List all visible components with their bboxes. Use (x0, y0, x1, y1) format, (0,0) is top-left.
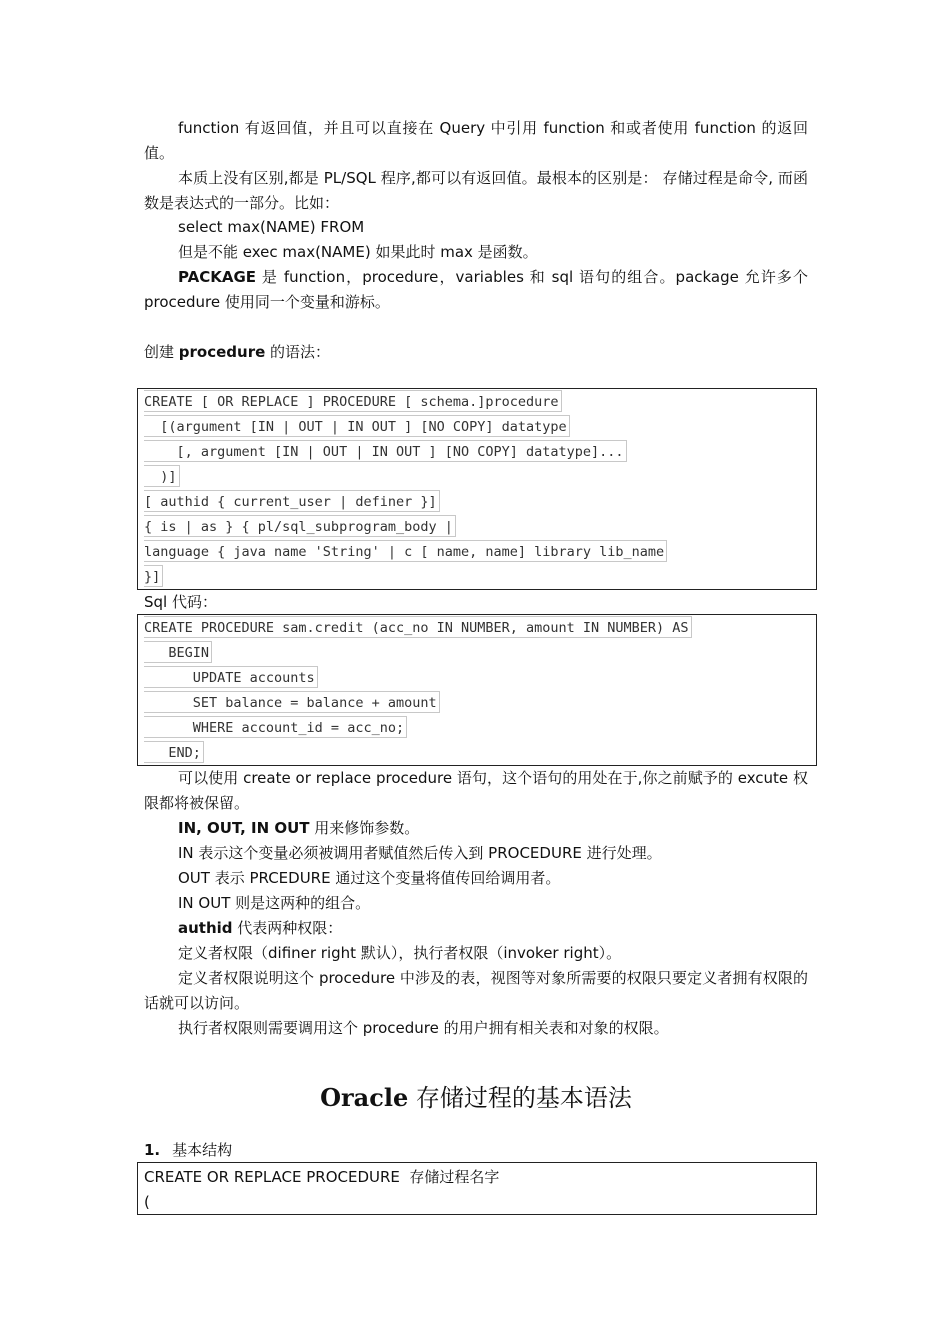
syntax-line: language { java name 'String' | c [ name, name] library lib_name (144, 540, 667, 562)
syntax-line: [(argument [IN | OUT | IN OUT ] [NO COPY] datatype (144, 415, 570, 437)
paragraph-create-syntax-intro (144, 340, 808, 365)
syntax-line: [, argument [IN | OUT | IN OUT ] [NO COPY] datatype]... (144, 440, 627, 462)
syntax-line: [ authid { current_user | definer }] (144, 490, 440, 512)
subheading-basic-structure (144, 1138, 232, 1163)
package-description: 是 function，procedure，variables 和 sql 语句的组合。package 允许多个 procedure 使用同一个变量和游标。 (144, 268, 808, 311)
paragraph-create-or-replace: 可以使用 create or replace procedure 语句，这个语句的用处在于,你之前赋予的 excute 权限都将被保留。 (144, 769, 808, 812)
basic-line: CREATE OR REPLACE PROCEDURE 存储过程名字 (144, 1168, 500, 1186)
paragraph-authid (144, 916, 808, 941)
intro-suffix: 的语法： (265, 343, 331, 361)
paragraph-select-example: select max(NAME) FROM (178, 218, 365, 236)
subheading-number: 1. (144, 1141, 161, 1159)
sql-line: UPDATE accounts (144, 666, 318, 688)
paragraph-out: OUT 表示 PRCEDURE 通过这个变量将值传回给调用者。 (178, 869, 561, 887)
procedure-syntax-codebox (137, 388, 817, 590)
sql-line: WHERE account_id = acc_no; (144, 716, 407, 738)
paragraph-function-return: function 有返回值，并且可以直接在 Query 中引用 function 和或者使用 function 的返回值。 (144, 119, 808, 162)
paragraph-invoker-rights: 执行者权限则需要调用这个 procedure 的用户拥有相关表和对象的权限。 (178, 1019, 669, 1037)
authid-description: 代表两种权限： (232, 919, 343, 937)
syntax-line: )] (144, 465, 180, 487)
paragraph-package (144, 265, 808, 315)
heading-oracle: Oracle (320, 1083, 409, 1112)
sql-example-codebox (137, 614, 817, 766)
syntax-line: }] (144, 565, 163, 587)
section-heading (144, 1080, 808, 1116)
paragraph-definer-rights: 定义者权限说明这个 procedure 中涉及的表，视图等对象所需要的权限只要定义者拥有权限的话就可以访问。 (144, 969, 808, 1012)
intro-prefix: 创建 (144, 343, 179, 361)
syntax-line: { is | as } { pl/sql_subprogram_body | (144, 515, 456, 537)
syntax-line: CREATE [ OR REPLACE ] PROCEDURE [ schema.]procedure (144, 390, 562, 412)
sql-line: END; (144, 741, 204, 763)
in-out-description: 用来修饰参数。 (309, 819, 420, 837)
paragraph-in-out-combo: IN OUT 则是这两种的组合。 (178, 894, 371, 912)
heading-title: 存储过程的基本语法 (408, 1084, 632, 1112)
sql-code-label: Sql 代码： (144, 593, 217, 611)
paragraph-rights: 定义者权限（difiner right 默认），执行者权限（invoker right）。 (178, 944, 622, 962)
sql-line: SET balance = balance + amount (144, 691, 440, 713)
basic-structure-codebox (137, 1162, 817, 1215)
subheading-title: 基本结构 (172, 1141, 233, 1159)
package-keyword: PACKAGE (178, 268, 257, 286)
paragraph-exec-note: 但是不能 exec max(NAME) 如果此时 max 是函数。 (178, 243, 538, 261)
authid-keyword: authid (178, 919, 233, 937)
in-out-keyword: IN, OUT, IN OUT (178, 819, 310, 837)
paragraph-in-out (144, 816, 808, 841)
sql-line: CREATE PROCEDURE sam.credit (acc_no IN NUMBER, amount IN NUMBER) AS (144, 616, 692, 638)
paragraph-difference: 本质上没有区别,都是 PL/SQL 程序,都可以有返回值。最根本的区别是： 存储过程是命令, 而函数是表达式的一部分。比如： (144, 169, 808, 212)
sql-line: BEGIN (144, 641, 212, 663)
procedure-keyword: procedure (178, 343, 266, 361)
basic-line: ( (144, 1193, 150, 1211)
paragraph-in: IN 表示这个变量必须被调用者赋值然后传入到 PROCEDURE 进行处理。 (178, 844, 662, 862)
